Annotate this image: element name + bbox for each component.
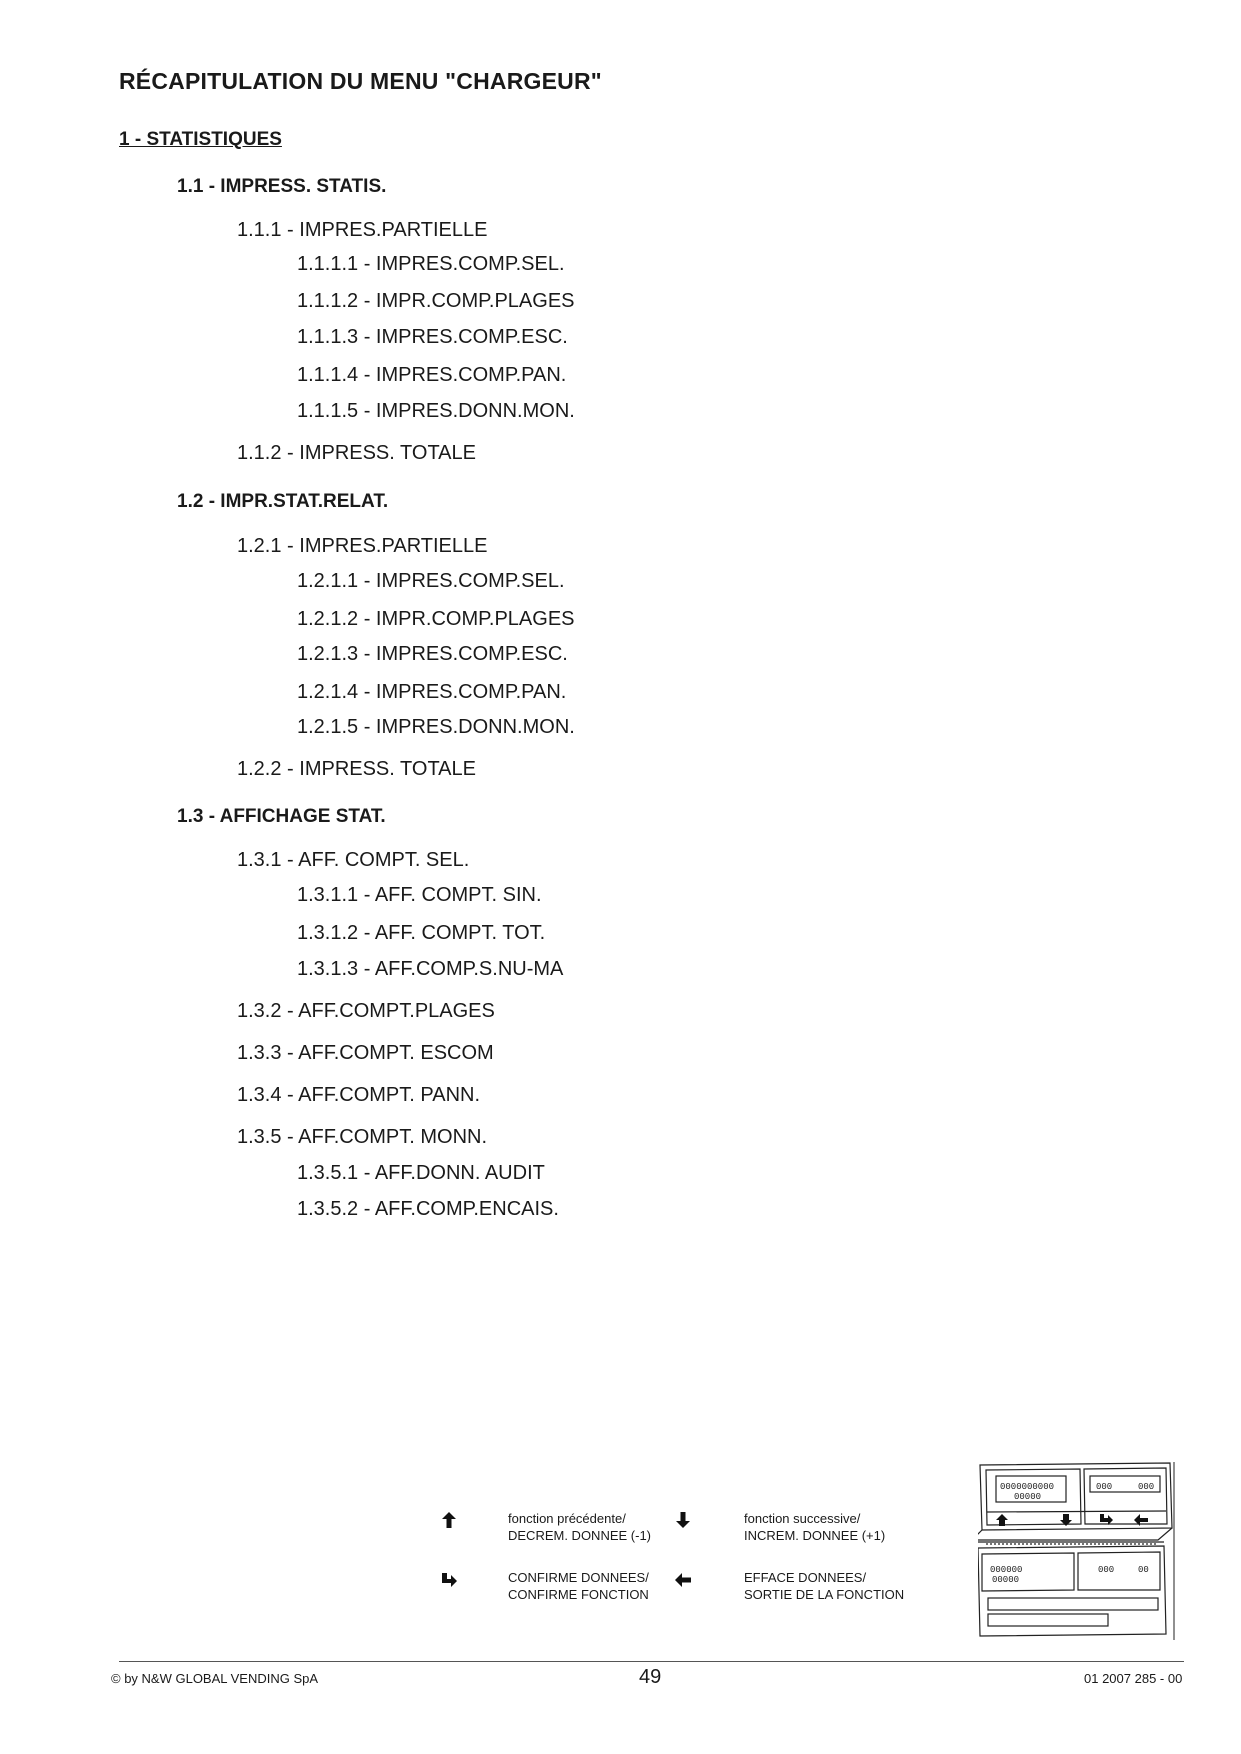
svg-text:000000: 000000	[990, 1565, 1023, 1575]
arrow-down-icon	[674, 1511, 692, 1529]
document-code: 01 2007 285 - 00	[1084, 1671, 1183, 1686]
control-panel-illustration-icon	[978, 1462, 1178, 1642]
menu-item: 1.3.5.2 - AFF.COMP.ENCAIS.	[297, 1198, 559, 1220]
page-title: RÉCAPITULATION DU MENU "CHARGEUR"	[119, 68, 602, 94]
menu-item: 1.3.5 - AFF.COMPT. MONN.	[237, 1126, 488, 1148]
menu-item: 1.1.1.2 - IMPR.COMP.PLAGES	[297, 290, 575, 312]
svg-text:000: 000	[1096, 1482, 1113, 1492]
arrow-left-icon	[674, 1571, 692, 1589]
svg-text:000: 000	[1138, 1482, 1155, 1492]
menu-item: 1.1.2 - IMPRESS. TOTALE	[237, 442, 476, 464]
menu-item: 1.1.1 - IMPRES.PARTIELLE	[237, 219, 488, 241]
menu-item: 1.3.1.3 - AFF.COMP.S.NU-MA	[297, 958, 564, 980]
footer-copyright: © by N&W GLOBAL VENDING SpA	[111, 1671, 319, 1686]
page-number: 49	[639, 1666, 662, 1688]
svg-text:00000: 00000	[992, 1575, 1020, 1585]
menu-subsection-heading: 1.3 - AFFICHAGE STAT.	[177, 806, 386, 827]
section-heading: 1 - STATISTIQUES	[119, 129, 282, 150]
menu-item: 1.2.1.5 - IMPRES.DONN.MON.	[297, 716, 575, 738]
footer-divider	[119, 1661, 1184, 1662]
legend-up: fonction précédente/ DECREM. DONNEE (-1)	[508, 1511, 652, 1543]
arrow-up-icon	[440, 1511, 458, 1529]
menu-item: 1.3.4 - AFF.COMPT. PANN.	[237, 1084, 481, 1106]
legend-confirm: CONFIRME DONNEES/ CONFIRME FONCTION	[508, 1570, 649, 1602]
menu-item: 1.1.1.4 - IMPRES.COMP.PAN.	[297, 364, 567, 386]
legend-down: fonction successive/ INCREM. DONNEE (+1)	[744, 1511, 886, 1543]
menu-item: 1.2.2 - IMPRESS. TOTALE	[237, 758, 476, 780]
menu-item: 1.3.1.2 - AFF. COMPT. TOT.	[297, 922, 546, 944]
svg-text:00000: 00000	[1014, 1492, 1042, 1502]
menu-item: 1.2.1.2 - IMPR.COMP.PLAGES	[297, 608, 575, 630]
menu-item: 1.1.1.3 - IMPRES.COMP.ESC.	[297, 326, 568, 348]
menu-item: 1.1.1.1 - IMPRES.COMP.SEL.	[297, 253, 565, 275]
menu-item: 1.3.2 - AFF.COMPT.PLAGES	[237, 1000, 495, 1022]
menu-item: 1.3.1.1 - AFF. COMPT. SIN.	[297, 884, 542, 906]
legend-clear: EFFACE DONNEES/ SORTIE DE LA FONCTION	[744, 1570, 905, 1602]
svg-text:000: 000	[1098, 1565, 1115, 1575]
menu-item: 1.3.1 - AFF. COMPT. SEL.	[237, 849, 470, 871]
svg-text:00: 00	[1138, 1565, 1149, 1575]
arrow-turn-right-icon	[440, 1571, 458, 1589]
menu-item: 1.3.5.1 - AFF.DONN. AUDIT	[297, 1162, 545, 1184]
menu-subsection-heading: 1.2 - IMPR.STAT.RELAT.	[177, 491, 389, 512]
menu-item: 1.2.1.3 - IMPRES.COMP.ESC.	[297, 643, 568, 665]
menu-subsection-heading: 1.1 - IMPRESS. STATIS.	[177, 176, 387, 197]
menu-item: 1.2.1.1 - IMPRES.COMP.SEL.	[297, 570, 565, 592]
menu-item: 1.3.3 - AFF.COMPT. ESCOM	[237, 1042, 494, 1064]
menu-item: 1.1.1.5 - IMPRES.DONN.MON.	[297, 400, 575, 422]
menu-item: 1.2.1.4 - IMPRES.COMP.PAN.	[297, 681, 567, 703]
menu-item: 1.2.1 - IMPRES.PARTIELLE	[237, 535, 488, 557]
svg-text:0000000000: 0000000000	[1000, 1482, 1055, 1492]
